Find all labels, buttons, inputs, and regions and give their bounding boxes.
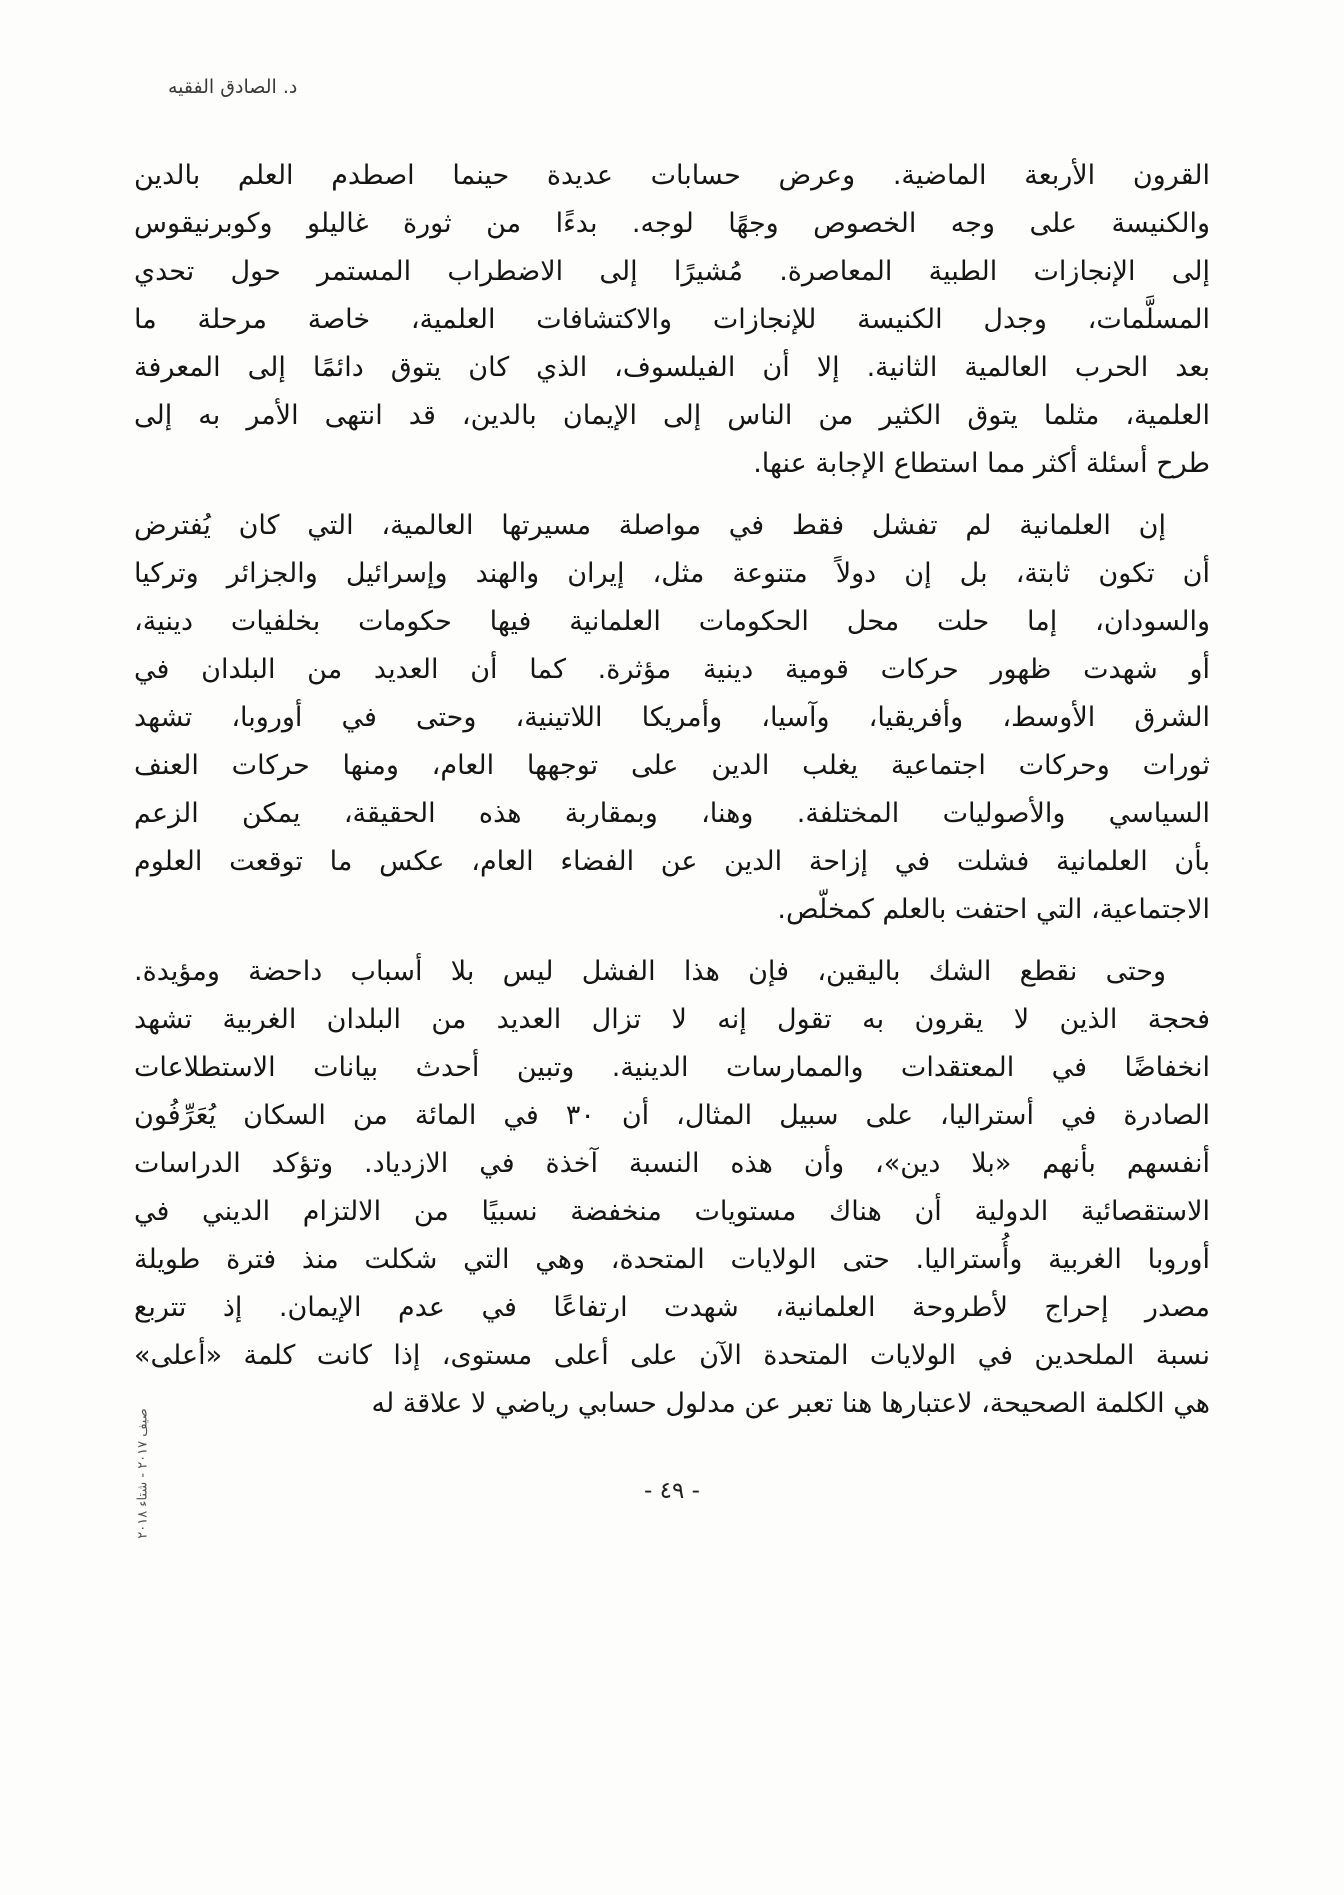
page-number: - ٤٩ - — [644, 1478, 700, 1504]
text-line: ثورات وحركات اجتماعية يغلب الدين على توجهها العام، ومنها حركات العنف — [134, 750, 1210, 781]
paragraph-1 — [134, 152, 1210, 488]
article-body — [134, 152, 1210, 1428]
text-line: طرح أسئلة أكثر مما استطاع الإجابة عنها. — [753, 448, 1210, 479]
text-line: الشرق الأوسط، وأفريقيا، وآسيا، وأمريكا اللاتينية، وحتى في أوروبا، تشهد — [134, 702, 1210, 733]
author-header: د. الصادق الفقيه — [168, 76, 298, 98]
text-line: هي الكلمة الصحيحة، لاعتبارها هنا تعبر عن مدلول حسابي رياضي لا علاقة له — [371, 1388, 1210, 1419]
text-line: أنفسهم بأنهم «بلا دين»، وأن هذه النسبة آخذة في الازدياد. وتؤكد الدراسات — [134, 1148, 1210, 1179]
text-line: بأن العلمانية فشلت في إزاحة الدين عن الفضاء العام، عكس ما توقعت العلوم — [134, 846, 1210, 877]
text-line: الاجتماعية، التي احتفت بالعلم كمخلّص. — [777, 894, 1210, 925]
text-line: السياسي والأصوليات المختلفة. وهنا، وبمقاربة هذه الحقيقة، يمكن الزعم — [134, 798, 1210, 829]
text-line: والكنيسة على وجه الخصوص وجهًا لوجه. بدءًا من ثورة غاليلو وكوبرنيقوس — [134, 208, 1210, 239]
text-line: القرون الأربعة الماضية. وعرض حسابات عديدة حينما اصطدم العلم بالدين — [134, 160, 1210, 191]
text-line: بعد الحرب العالمية الثانية. إلا أن الفيلسوف، الذي كان يتوق دائمًا إلى المعرفة — [134, 352, 1210, 383]
text-line: العلمية، مثلما يتوق الكثير من الناس إلى الإيمان بالدين، قد انتهى الأمر به إلى — [134, 400, 1210, 431]
text-line: أن تكون ثابتة، بل إن دولاً متنوعة مثل، إيران والهند وإسرائيل والجزائر وتركيا — [134, 558, 1210, 589]
text-line: مصدر إحراج لأطروحة العلمانية، شهدت ارتفاعًا في عدم الإيمان. إذ تتربع — [134, 1292, 1210, 1323]
text-line: المسلَّمات، وجدل الكنيسة للإنجازات والاكتشافات العلمية، خاصة مرحلة ما — [134, 304, 1210, 335]
text-line: الاستقصائية الدولية أن هناك مستويات منخفضة نسبيًا من الالتزام الديني في — [134, 1196, 1210, 1227]
issue-label: صيف ٢٠١٧ - شتاء ٢٠١٨ — [135, 1408, 151, 1539]
text-line: الصادرة في أستراليا، على سبيل المثال، أن ٣٠ في المائة من السكان يُعَرِّفُون — [134, 1100, 1210, 1131]
text-line: فحجة الذين لا يقرون به تقول إنه لا تزال العديد من البلدان الغربية تشهد — [134, 1004, 1210, 1035]
paragraph-3 — [134, 948, 1210, 1428]
text-line: والسودان، إما حلت محل الحكومات العلمانية فيها حكومات بخلفيات دينية، — [134, 606, 1210, 637]
text-line: إلى الإنجازات الطبية المعاصرة. مُشيرًا إلى الاضطراب المستمر حول تحدي — [134, 256, 1210, 287]
paragraph-2 — [134, 502, 1210, 934]
text-line: أو شهدت ظهور حركات قومية دينية مؤثرة. كما أن العديد من البلدان في — [134, 654, 1210, 685]
text-line: نسبة الملحدين في الولايات المتحدة الآن على أعلى مستوى، إذا كانت كلمة «أعلى» — [134, 1340, 1210, 1371]
text-line: أوروبا الغربية وأُستراليا. حتى الولايات المتحدة، وهي التي شكلت منذ فترة طويلة — [134, 1244, 1210, 1275]
text-line: وحتى نقطع الشك باليقين، فإن هذا الفشل ليس بلا أسباب داحضة ومؤيدة. — [134, 956, 1166, 987]
text-line: انخفاضًا في المعتقدات والممارسات الدينية. وتبين أحدث بيانات الاستطلاعات — [134, 1052, 1210, 1083]
text-line: إن العلمانية لم تفشل فقط في مواصلة مسيرتها العالمية، التي كان يُفترض — [134, 510, 1166, 541]
